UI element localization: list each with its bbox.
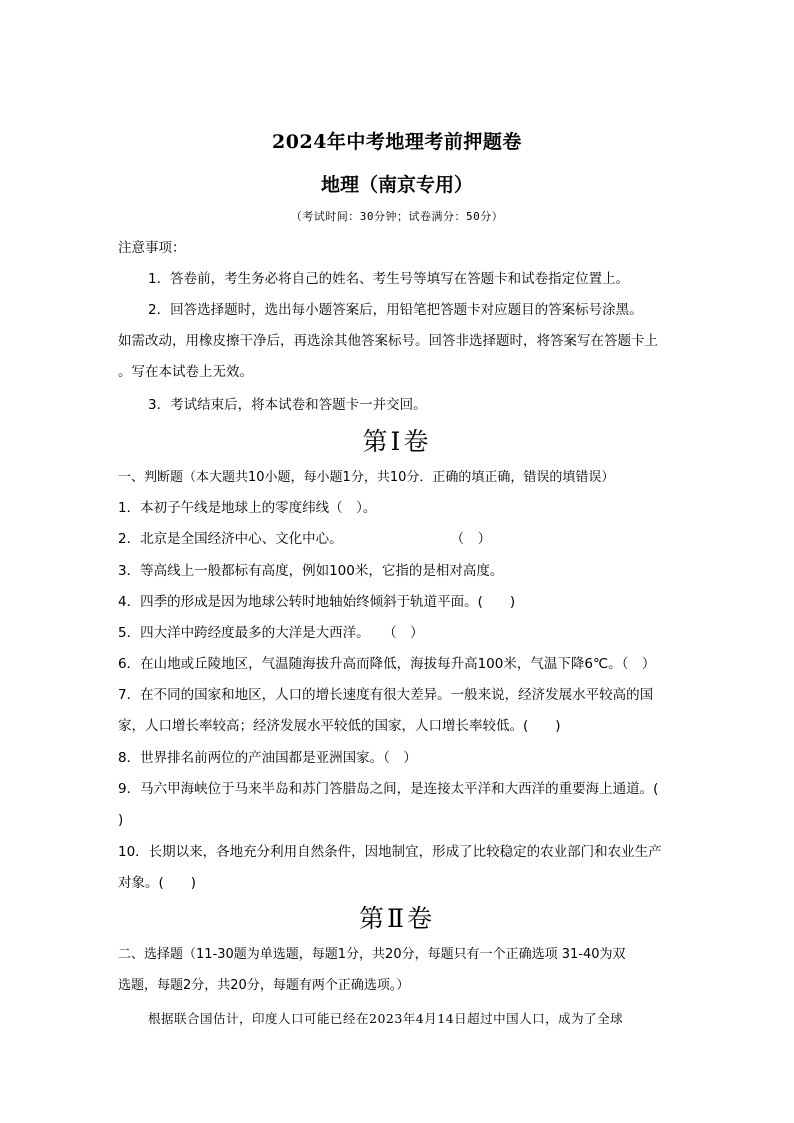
question-9-line-2: ): [118, 812, 124, 828]
question-9-line-1: 9．马六甲海峡位于马来半岛和苏门答腊岛之间，是连接太平洋和大西洋的重要海上通道。(: [118, 781, 659, 797]
question-5: 5．四大洋中跨经度最多的大洋是大西洋。 （ ）: [118, 625, 424, 641]
passage-text: 根据联合国估计，印度人口可能已经在2023年4月14日超过中国人口，成为了全球: [148, 1011, 624, 1026]
notice-item-2-line-2: 如需改动，用橡皮擦干净后，再选涂其他答案标号。回答非选择题时，将答案写在答题卡上: [118, 333, 658, 349]
part-2-heading: 第Ⅱ卷: [359, 904, 435, 933]
question-8: 8．世界排名前两位的产油国都是亚洲国家。（ ）: [118, 750, 417, 766]
part-1-heading: 第Ⅰ卷: [362, 427, 432, 456]
exam-info: （考试时间：30分钟；试卷满分：50分）: [290, 210, 504, 223]
question-1: 1．本初子午线是地球上的零度纬线（ ）。: [118, 500, 377, 516]
question-7-line-1: 7．在不同的国家和地区，人口的增长速度有很大差异。一般来说，经济发展水平较高的国: [118, 687, 654, 703]
question-10-line-2: 对象。( ): [118, 875, 197, 891]
question-10-line-1: 10．长期以来，各地充分利用自然条件，因地制宜，形成了比较稳定的农业部门和农业生产: [118, 844, 662, 860]
notice-item-1: 1．答卷前，考生务必将自己的姓名、考生号等填写在答题卡和试卷指定位置上。: [148, 271, 630, 287]
notice-heading: 注意事项：: [118, 240, 186, 256]
exam-title: 2024年中考地理考前押题卷: [272, 131, 522, 153]
notice-item-2-line-1: 2．回答选择题时，选出每小题答案后，用铅笔把答题卡对应题目的答案标号涂黑。: [148, 302, 643, 318]
question-2: 2．北京是全国经济中心、文化中心。 （ ）: [118, 531, 492, 547]
question-7-line-2: 家，人口增长率较高；经济发展水平较低的国家，人口增长率较低。( ): [118, 718, 561, 734]
exam-subtitle: 地理（南京专用）: [320, 174, 473, 196]
notice-item-3: 3．考试结束后，将本试卷和答题卡一并交回。: [148, 397, 427, 413]
part-2-section-title-line-1: 二、选择题（11-30题为单选题，每题1分，共20分，每题只有一个正确选项 31-40为双: [118, 947, 626, 962]
question-6: 6．在山地或丘陵地区，气温随海拔升高而降低，海拔每升高100米，气温下降6℃。（ ）: [118, 656, 656, 672]
part-1-section-title: 一、判断题（本大题共10小题，每小题1分，共10分．正确的填正确，错误的填错误）: [118, 470, 615, 485]
question-3: 3．等高线上一般都标有高度，例如100米，它指的是相对高度。: [118, 563, 504, 579]
question-4: 4．四季的形成是因为地球公转时地轴始终倾斜于轨道平面。( ): [118, 594, 516, 610]
notice-item-2-line-3: 。写在本试卷上无效。: [118, 364, 253, 380]
part-2-section-title-line-2: 选题，每题2分，共20分，每题有两个正确选项。）: [118, 978, 410, 993]
